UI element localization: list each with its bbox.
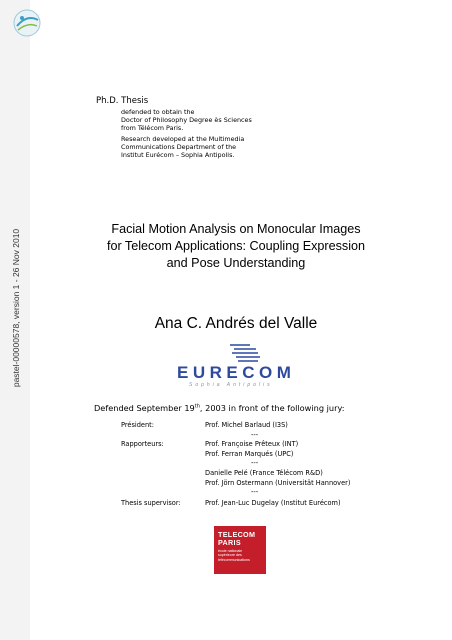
thesis-title-line: for Telecom Applications: Coupling Expression: [106, 239, 366, 253]
telecom-paris-sub-line: supérieure des: [218, 553, 242, 558]
defense-date-rest: , 2003 in front of the following jury:: [199, 403, 345, 413]
telecom-paris-subtitle: [218, 549, 250, 562]
jury-role: [121, 431, 205, 441]
defended-to-line: from Télécom Paris.: [121, 124, 184, 132]
archive-side-stamp: pastel-00000578, version 1 - 26 Nov 2010: [11, 228, 21, 388]
defense-date-line: [94, 403, 344, 413]
jury-row: [121, 450, 431, 460]
telecom-paris-sub-line: télécommunications: [218, 557, 250, 562]
jury-separator: ---: [251, 459, 259, 468]
jury-row: [121, 440, 431, 450]
research-line: Institut Eurécom – Sophia Antipolis.: [121, 151, 235, 159]
jury-member: Prof. Jörn Ostermann (Universität Hannover): [205, 478, 351, 487]
jury-role: [121, 459, 205, 469]
jury-row: [121, 459, 431, 469]
jury-role: Président:: [121, 421, 154, 429]
jury-role: [121, 450, 205, 460]
jury-member: Prof. Ferran Marqués (UPC): [205, 449, 294, 458]
jury-role: Rapporteurs:: [121, 440, 164, 449]
defense-date-suffix: th: [194, 403, 200, 410]
jury-separator: ---: [251, 430, 259, 439]
defended-to-line: Doctor of Philosophy Degree ès Sciences: [121, 116, 252, 124]
jury-list: [121, 421, 431, 508]
jury-member: Prof. Michel Barlaud (I3S): [205, 421, 288, 429]
thesis-title: [60, 221, 412, 272]
jury-row: [121, 431, 431, 441]
jury-role: Thesis supervisor:: [121, 498, 181, 507]
degree-title: Ph.D. Thesis: [96, 96, 149, 106]
defended-to-text: [121, 108, 301, 132]
telecom-paris-name-line: PARIS: [218, 538, 241, 547]
defended-to-line: defended to obtain the: [121, 108, 195, 116]
jury-row: [121, 479, 431, 489]
defense-date-text: Defended September 19: [94, 403, 195, 413]
jury-row: [121, 421, 431, 431]
jury-role: [121, 488, 205, 498]
telecom-paris-name-line: TELECOM: [218, 530, 256, 539]
telecom-paris-wordmark: [218, 531, 255, 547]
jury-member: Prof. Jean-Luc Dugelay (Institut Eurécom): [205, 498, 341, 507]
research-text: [121, 135, 321, 159]
eurecom-wordmark: EURECOM: [177, 363, 296, 382]
telecom-paris-sub-line: école nationale: [218, 549, 243, 553]
telecom-paris-logo: [214, 526, 266, 574]
thesis-title-line: and Pose Understanding: [166, 256, 306, 270]
eurecom-subtitle: Sophia Antipolis: [189, 382, 273, 388]
jury-row: [121, 499, 431, 509]
hal-archive-logo: [8, 4, 46, 42]
research-line: Research developed at the Multimedia: [121, 135, 245, 143]
jury-row: [121, 469, 431, 479]
jury-member: Danielle Pelé (France Télécom R&D): [205, 468, 323, 477]
research-line: Communications Department of the: [121, 143, 237, 151]
author-name: Ana C. Andrés del Valle: [154, 315, 318, 332]
jury-separator: ---: [251, 488, 259, 497]
jury-role: [121, 469, 205, 479]
thesis-title-line: Facial Motion Analysis on Monocular Images: [111, 222, 361, 236]
jury-member: Prof. Françoise Prêteux (INT): [205, 440, 299, 449]
jury-row: [121, 488, 431, 498]
jury-role: [121, 479, 205, 489]
eurecom-logo: [176, 342, 316, 390]
